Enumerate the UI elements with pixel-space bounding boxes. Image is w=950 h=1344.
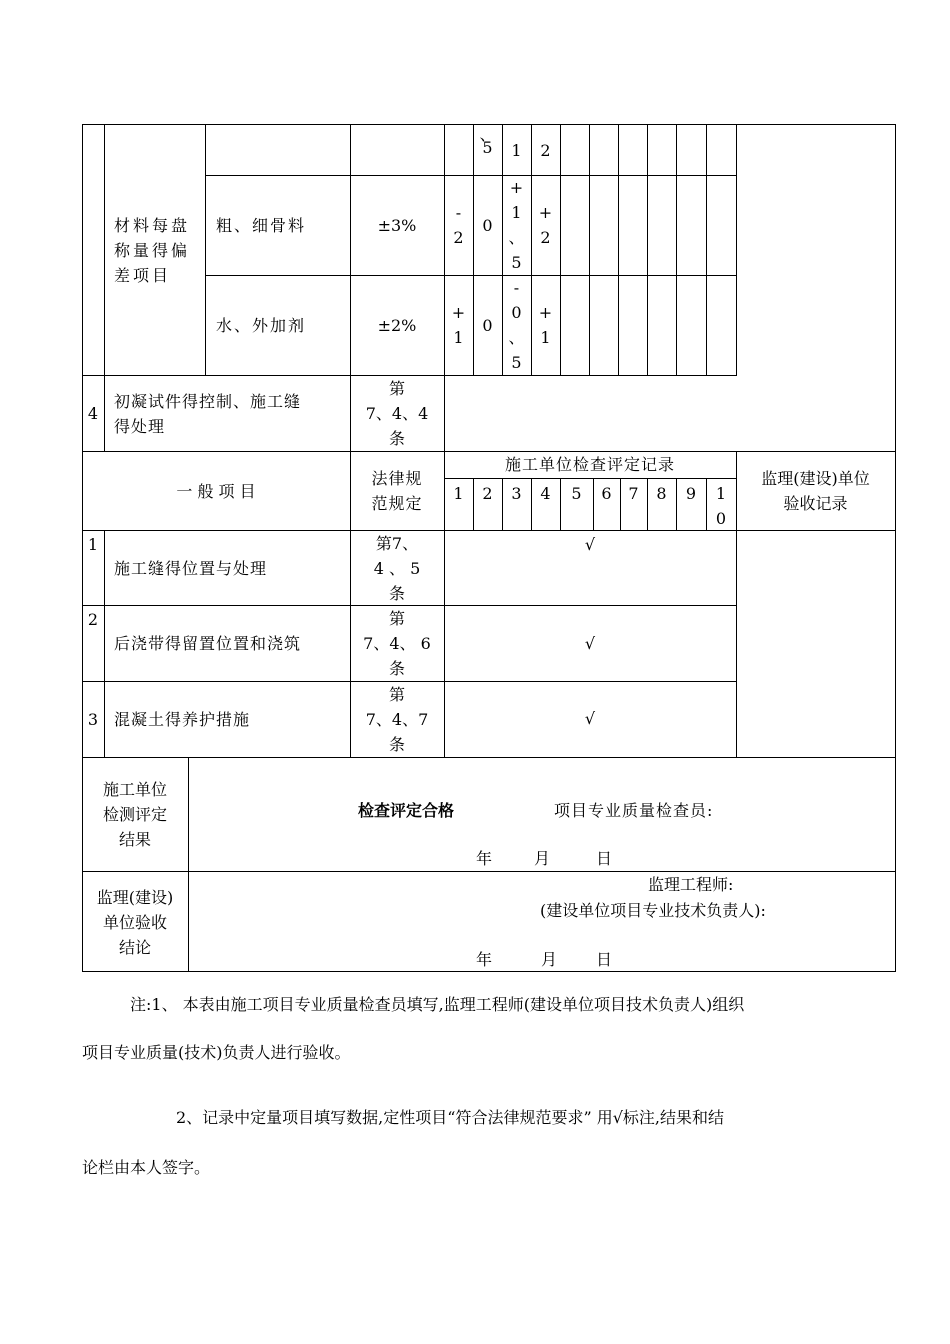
header-col-5: 5	[571, 484, 582, 503]
water-value-2: 0	[482, 316, 493, 335]
header-col-9: 9	[685, 484, 697, 503]
cont-cell-6: 1	[511, 141, 522, 160]
supervisor-date-month: 月	[541, 950, 558, 969]
grid-line	[676, 124, 677, 376]
header-col-10: 1 0	[715, 484, 727, 528]
aggregate-value-1: - 2	[453, 203, 464, 247]
grid-line	[589, 124, 590, 376]
grid-line	[205, 175, 736, 176]
general-item-2-number: 2	[87, 610, 99, 629]
header-supervisor-record: 监理(建设)单位 验收记录	[761, 469, 870, 513]
general-item-2-name: 后浇带得留置位置和浇筑	[114, 634, 302, 653]
grid-line	[205, 124, 206, 376]
owner-representative-label: (建设单位项目专业技术负责人):	[540, 901, 766, 920]
supervisor-date-year: 年	[476, 950, 493, 969]
header-col-2: 2	[482, 484, 493, 503]
grid-line	[188, 757, 189, 972]
item4-name: 初凝试件得控制、施工缝 得处理	[114, 392, 302, 436]
supervisor-conclusion-label: 监理(建设) 单位验收 结论	[96, 888, 174, 957]
water-spec: ±2%	[377, 316, 417, 335]
general-item-3-check: √	[584, 709, 596, 728]
general-item-2-check: √	[584, 634, 596, 653]
header-spec: 法律规 范规定	[371, 469, 423, 513]
header-col-3: 3	[511, 484, 522, 503]
grid-line	[560, 124, 561, 376]
header-general-items: 一 般 项 目	[176, 482, 256, 501]
aggregate-value-4: + 2	[538, 203, 553, 247]
note-line-4: 论栏由本人签字。	[82, 1158, 211, 1177]
grid-line	[82, 530, 896, 531]
water-name: 水、外加剂	[216, 316, 307, 335]
grid-line	[895, 124, 896, 972]
general-item-3-number: 3	[87, 710, 99, 729]
general-item-1-check: √	[584, 535, 596, 554]
contractor-result-text: 检查评定合格	[358, 801, 455, 820]
grid-line	[473, 124, 474, 376]
supervising-engineer-label: 监理工程师:	[648, 875, 734, 894]
cont-cell-7: 2	[540, 141, 551, 160]
header-check-record: 施工单位检查评定记录	[504, 455, 675, 474]
grid-line	[647, 124, 648, 376]
water-value-4: + 1	[538, 303, 553, 347]
grid-line	[82, 871, 896, 872]
water-value-1: + 1	[451, 303, 466, 347]
aggregate-name: 粗、细骨料	[216, 216, 307, 235]
item4-spec: 第 7、4、4 条	[365, 379, 429, 448]
general-item-1-number: 1	[87, 535, 99, 554]
grid-line	[618, 124, 619, 376]
general-item-3-spec: 第 7、4、7 条	[365, 685, 429, 754]
grid-line	[706, 124, 707, 376]
grid-line	[104, 375, 105, 452]
header-col-6: 6	[601, 484, 612, 503]
aggregate-value-3: + 1 、 5	[508, 178, 525, 272]
grid-line	[82, 757, 896, 758]
grid-line	[205, 275, 736, 276]
note-line-2: 项目专业质量(技术)负责人进行验收。	[82, 1043, 351, 1062]
general-item-1-spec: 第7、 4 、 5 条	[373, 534, 421, 603]
general-item-1-name: 施工缝得位置与处理	[114, 559, 268, 578]
water-value-3: - 0 、 5	[508, 278, 525, 372]
grid-line	[104, 124, 105, 376]
quality-inspector-label: 项目专业质量检查员:	[554, 801, 714, 820]
header-col-1: 1	[453, 484, 464, 503]
grid-line	[736, 124, 737, 376]
contractor-date-month: 月	[534, 849, 551, 868]
contractor-date-day: 日	[596, 849, 613, 868]
contractor-date-year: 年	[476, 849, 493, 868]
note-line-3: 2、记录中定量项目填写数据,定性项目“符合法律规范要求” 用√标注,结果和结	[176, 1108, 724, 1127]
header-col-8: 8	[656, 484, 667, 503]
aggregate-spec: ±3%	[377, 216, 417, 235]
group-label: 材料每盘 称量得偏 差项目	[114, 216, 191, 285]
general-item-2-spec: 第 7、4、 6 条	[363, 609, 431, 678]
aggregate-value-2: 0	[482, 216, 493, 235]
contractor-result-label: 施工单位 检测评定 结果	[102, 780, 167, 849]
item4-number: 4	[87, 404, 99, 423]
cont-cell-5: 、 5	[479, 125, 496, 157]
note-line-1: 注:1、 本表由施工项目专业质量检查员填写,监理工程师(建设单位项目技术负责人)组织	[130, 995, 745, 1014]
grid-line	[444, 478, 736, 479]
grid-line	[104, 530, 105, 758]
header-col-4: 4	[540, 484, 551, 503]
general-item-3-name: 混凝土得养护措施	[114, 710, 251, 729]
supervisor-date-day: 日	[596, 950, 613, 969]
header-col-7: 7	[628, 484, 639, 503]
